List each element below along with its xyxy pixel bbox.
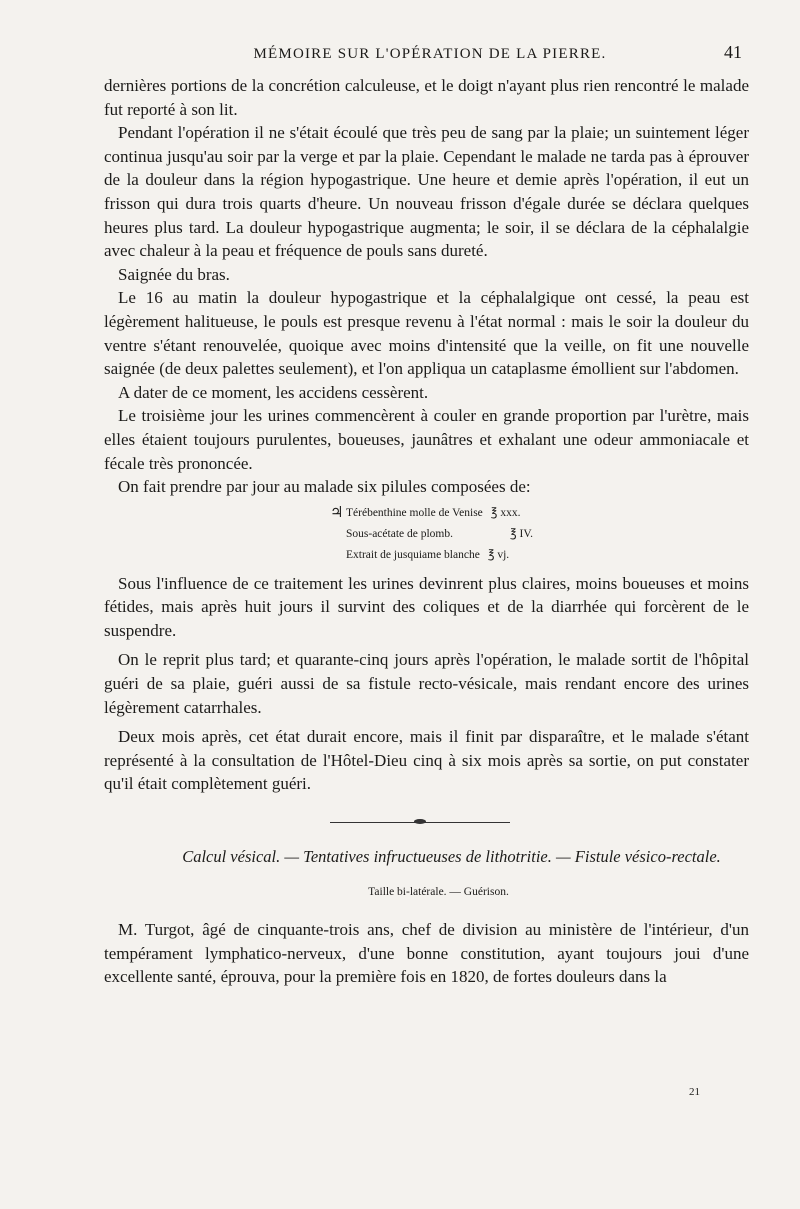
ingredient-quantity: ℥ xxx. bbox=[490, 506, 521, 519]
body-text bbox=[104, 74, 749, 989]
prescription-row bbox=[330, 545, 749, 566]
paragraph: A dater de ce moment, les accidens cessèrent. bbox=[118, 382, 429, 402]
page-number: 41 bbox=[724, 42, 742, 62]
ingredient-quantity: ℥ IV. bbox=[510, 527, 534, 540]
paragraph: M. Turgot, âgé de cinquante-trois ans, chef de division au ministère de l'intérieur, d'un tempérament lymphatico-nerveux, d'une bonne constitution, ayant toujours joui d'une excellente santé, éprouva, pour la première fois en 1820, de fortes douleurs dans la bbox=[104, 920, 749, 987]
paragraph: Deux mois après, cet état durait encore, mais il finit par disparaître, et le malade s'étant représenté à la consultation de l'Hôtel-Dieu cinq à six mois après sa sortie, on put constater qu'il était complètement guéri. bbox=[104, 727, 749, 794]
running-title: MÉMOIRE SUR L'OPÉRATION DE LA PIERRE. bbox=[253, 46, 607, 62]
paragraph: On fait prendre par jour au malade six pilules composées de: bbox=[118, 477, 531, 497]
signature-mark: 21 bbox=[689, 1086, 700, 1098]
paragraph: dernières portions de la concrétion calculeuse, et le doigt n'ayant plus rien rencontré le malade fut reporté à son lit. bbox=[104, 76, 749, 119]
prescription-row bbox=[330, 524, 749, 545]
paragraph: Sous l'influence de ce traitement les urines devinrent plus claires, moins boueuses et moins fétides, mais après huit jours il survint des coliques et de la diarrhée qui forcèrent de le suspendre. bbox=[104, 573, 749, 640]
paragraph: Le 16 au matin la douleur hypogastrique et la céphalalgique ont cessé, la peau est légèrement halitueuse, le pouls est presque revenu à l'état normal : mais le soir la douleur du ventre s'étant renouvelée, quoique avec moins d'intensité que la veille, on fit une nouvelle saignée (de deux palettes seulement), et l'on appliqua un cataplasme émollient sur l'abdomen. bbox=[104, 288, 749, 379]
running-header bbox=[0, 42, 800, 70]
prescription-row bbox=[330, 503, 749, 524]
recipe-symbol: ♃ bbox=[330, 504, 344, 521]
ingredient-name: Térébenthine molle de Venise bbox=[346, 506, 483, 519]
paragraph: Le troisième jour les urines commencèrent à couler en grande proportion par l'urètre, mais elles étaient toujours purulentes, boueuses, jaunâtres et exhalant une odeur ammoniacale et fécale très prononcée. bbox=[104, 406, 749, 473]
prescription bbox=[330, 503, 749, 566]
paragraph: Saignée du bras. bbox=[118, 264, 230, 284]
ingredient-quantity: ℥ vj. bbox=[487, 548, 510, 561]
ingredient-name: Extrait de jusquiame blanche bbox=[346, 548, 480, 561]
case-subtitle: Taille bi-latérale. — Guérison. bbox=[368, 885, 509, 898]
case-title: Calcul vésical. — Tentatives infructueuses de lithotritie. — Fistule vésico-rectale. bbox=[182, 847, 721, 867]
section-divider bbox=[330, 822, 510, 823]
paragraph: On le reprit plus tard; et quarante-cinq jours après l'opération, le malade sortit de l'hôpital guéri de sa plaie, guéri aussi de sa fistule recto-vésicale, mais rendant encore des urines légèrement catarrhales. bbox=[104, 650, 749, 717]
paragraph: Pendant l'opération il ne s'était écoulé que très peu de sang par la plaie; un suintement léger continua jusqu'au soir par la verge et par la plaie. Cependant le malade ne tarda pas à éprouver de la douleur dans la région hypogastrique. Une heure et demie après l'opération, il eut un frisson qui dura trois quarts d'heure. Un nouveau frisson d'égale durée se déclara quelques heures plus tard. La douleur hypogastrique augmenta; le soir, il se déclara de la céphalalgie avec chaleur à la peau et fréquence de pouls sans dureté. bbox=[104, 123, 749, 261]
ingredient-name: Sous-acétate de plomb. bbox=[346, 527, 453, 540]
